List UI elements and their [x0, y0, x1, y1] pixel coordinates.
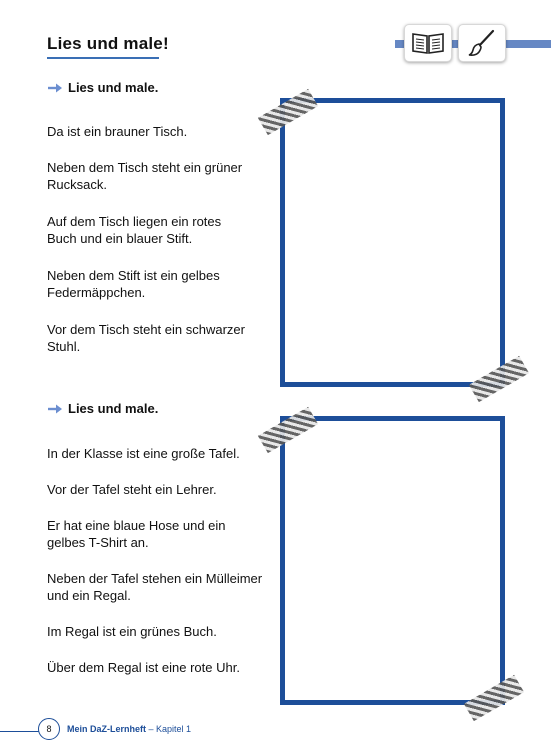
page-title: Lies und male!: [47, 34, 169, 53]
instruction-text: Lies und male.: [68, 401, 159, 416]
chapter-label: – Kapitel 1: [148, 724, 192, 734]
drawing-frame-1[interactable]: [280, 98, 505, 387]
sentence: Auf dem Tisch liegen ein rotes Buch und ein blauer Stift.: [47, 214, 222, 246]
instruction-2: [47, 401, 158, 416]
drawing-frame-2[interactable]: [280, 416, 505, 705]
sentence: Neben der Tafel stehen ein Mülleimer und ein Regal.: [47, 571, 263, 603]
footer-line: [0, 731, 40, 732]
instruction-text: Lies und male.: [68, 80, 159, 95]
book-icon-tile: [404, 24, 452, 62]
paintbrush-icon: [467, 29, 497, 57]
title-underline: [47, 57, 159, 59]
arrow-right-icon: [47, 82, 63, 94]
book-title: Mein DaZ-Lernheft: [67, 724, 147, 734]
sentence: Im Regal ist ein grünes Buch.: [47, 624, 217, 639]
page-number: 8: [38, 718, 60, 740]
arrow-right-icon: [47, 403, 63, 415]
instruction-1: [47, 80, 158, 95]
sentence: Über dem Regal ist eine rote Uhr.: [47, 660, 240, 675]
sentence: Da ist ein brauner Tisch.: [47, 124, 188, 139]
footer-text: [67, 724, 191, 734]
sentence: Vor der Tafel steht ein Lehrer.: [47, 482, 217, 497]
sentence: Vor dem Tisch steht ein schwarzer Stuhl.: [47, 322, 245, 354]
sentence: Er hat eine blaue Hose und ein gelbes T-Shirt an.: [47, 518, 226, 550]
sentence: In der Klasse ist eine große Tafel.: [47, 446, 240, 461]
paintbrush-icon-tile: [458, 24, 506, 62]
book-icon: [411, 31, 445, 55]
sentence: Neben dem Tisch steht ein grüner Rucksack.: [47, 160, 243, 192]
sentence: Neben dem Stift ist ein gelbes Federmäppchen.: [47, 268, 220, 300]
